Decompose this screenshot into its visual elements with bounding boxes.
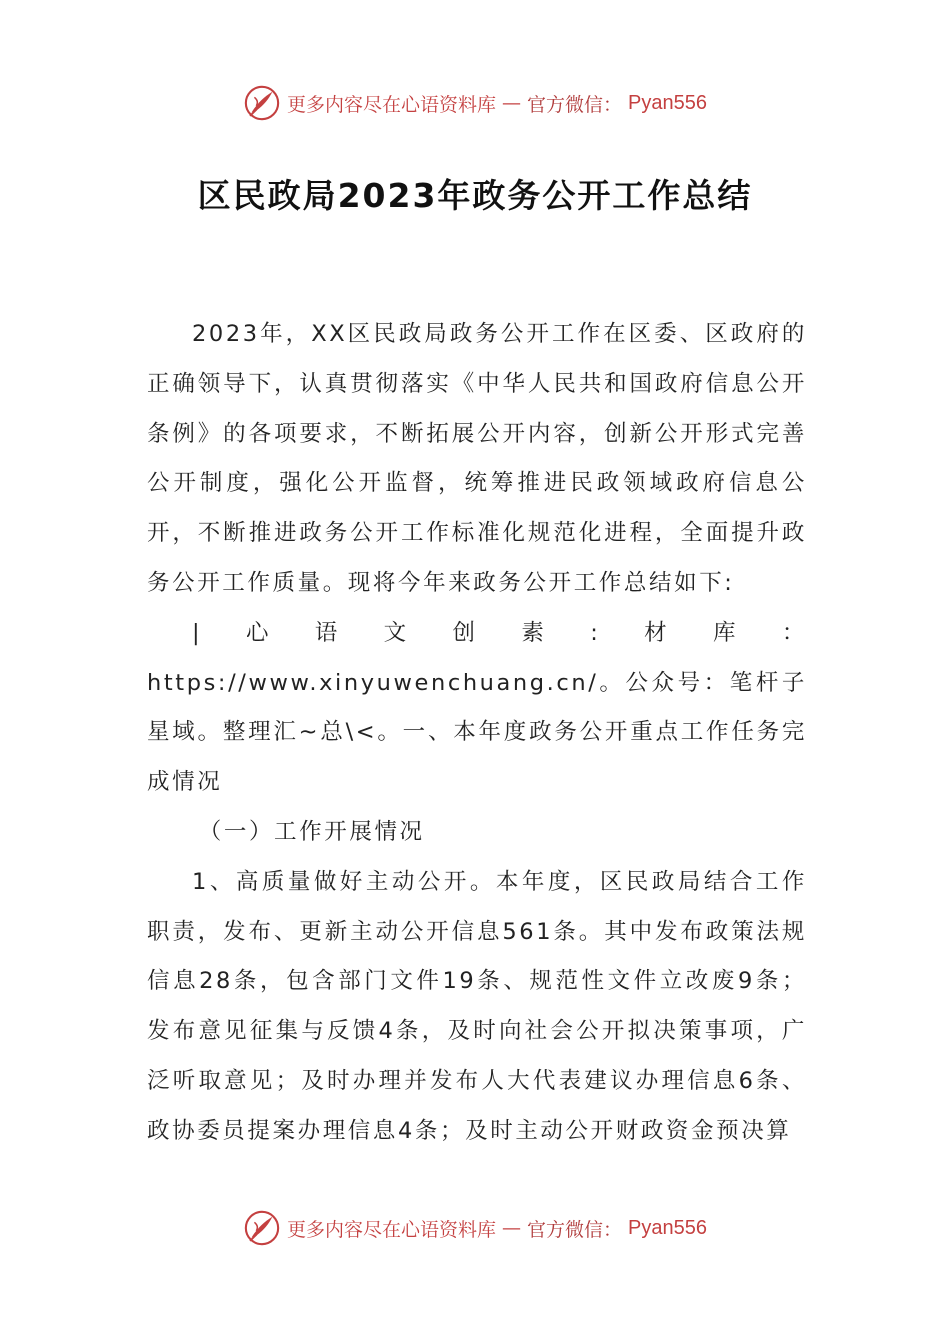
wechat-id: Pyan556 [628,91,707,114]
wechat-id: Pyan556 [628,1216,707,1239]
paragraph-intro: 2023年，XX区民政局政务公开工作在区委、区政府的正确领导下，认真贯彻落实《中华人民共和国政府信息公开条例》的各项要求，不断拓展公开内容，创新公开形式完善公开制度，强化公开监督，统筹推进民政领域政府信息公开，不断推进政务公开工作标准化规范化进程，全面提升政务公开工作质量。现将今年来政务公开工作总结如下: [147,321,807,596]
watermark-dash: — [502,1217,522,1239]
section-heading: （一）工作开展情况 [198,818,425,845]
watermark-text: 更多内容尽在心语资料库 [287,93,497,116]
watermark-dash: — [502,92,522,114]
watermark-banner-top [0,83,950,123]
wechat-label: 官方微信： [527,93,623,116]
paragraph-item-1: 1、高质量做好主动公开。本年度，区民政局结合工作职责，发布、更新主动公开信息561条。其中发布政策法规信息28条，包含部门文件19条、规范性文件立改废9条；发布意见征集与反馈4条，及时向社会公开拟决策事项，广泛听取意见；及时办理并发布人大代表建议办理信息6条、政协委员提案办理信息4条；及时主动公开财政资金预决算 [147,868,807,1144]
quill-logo-icon [243,1209,281,1247]
wechat-label: 官方微信： [527,1218,623,1241]
watermark-banner-bottom [0,1208,950,1248]
document-body [147,310,807,1157]
document-title: 区民政局2023年政务公开工作总结 [197,176,753,215]
watermark-text: 更多内容尽在心语资料库 [287,1218,497,1241]
paragraph-source-note: |心语文创素:材库：https://www.xinyuwenchuang.cn/。公众号：笔杆子星域。整理汇~总\<。一、本年度政务公开重点工作任务完成情况 [147,619,807,796]
quill-logo-icon [243,84,281,122]
